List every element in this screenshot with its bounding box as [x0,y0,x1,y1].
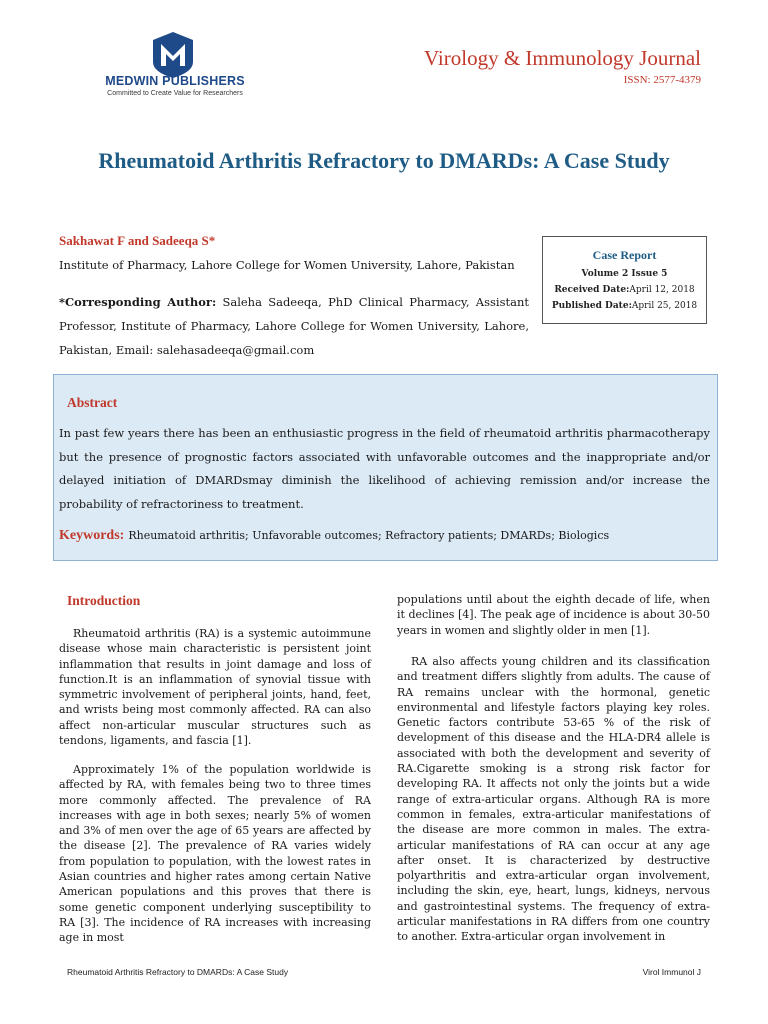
corresponding-label: *Corresponding Author: [59,295,217,309]
received-label: Received Date: [554,285,630,295]
published-date [543,301,706,311]
article-type: Case Report [592,248,657,262]
footer-running-title: Rheumatoid Arthritis Refractory to DMARDs: A Case Study [67,967,289,977]
volume-issue: Volume 2 Issue 5 [581,269,668,279]
received-value: April 12, 2018 [629,285,695,295]
abstract-text: In past few years there has been an enthusiastic progress in the field of rheumatoid arthritis pharmacotherapy but the presence of prognostic factors associated with unfavorable outcomes and the inappropriate and/or delayed initiation of DMARDsmay diminish the likelihood of achieving remission and/or increase the probability of refractoriness to treatment. [59,426,710,511]
keywords-label: Keywords: [59,528,125,543]
intro-paragraph-2: Approximately 1% of the population worldwide is affected by RA, with females being two to three times more commonly affected. The prevalence of RA increases with age in both sexes; nearly 5% of women and 3% of men over the age of 65 years are affected by the disease [2]. The prevalence of RA varies widely from population to population, with the lowest rates in Asian countries and higher rates among certain Native American populations and this proves that there is some genetic component underlying susceptibility to RA [3]. The incidence of RA increases with increasing age in most [59,763,371,945]
intro-paragraph-1: Rheumatoid arthritis (RA) is a systemic autoimmune disease whose main characteristic is persistent joint inflammation that results in joint damage and loss of function.It is an inflammation of synovial tissue with symmetric involvement of peripheral joints, hand, feet, and wrists being most commonly affected. RA can also affect non-articular muscular structures such as tendons, ligaments, and fascia [1]. [59,627,371,748]
introduction-heading: Introduction [67,593,141,608]
publisher-tagline: Committed to Create Value for Researchers [107,90,243,97]
case-report-box [542,236,707,324]
intro-paragraph-3: populations until about the eighth decade of life, when it declines [4]. The peak age of incidence is about 30-50 years in women and slightly older in men [1]. [397,593,710,637]
corresponding-author [59,290,529,362]
keywords-list: Rheumatoid arthritis; Unfavorable outcomes; Refractory patients; DMARDs; Biologics [128,529,610,542]
publisher-name: MEDWIN PUBLISHERS [105,74,245,88]
published-value: April 25, 2018 [631,301,698,311]
published-label: Published Date: [551,301,632,311]
keywords [59,528,710,544]
authors: Sakhawat F and Sadeeqa S* [59,233,216,248]
corresponding-text: Saleha Sadeeqa, PhD Clinical Pharmacy, Assistant Professor, Institute of Pharmacy, Lahore College for Women University, Lahore, Pakistan, Email: salehasadeeqa@gmail.com [59,295,529,357]
abstract-heading: Abstract [67,395,118,410]
issn: ISSN: 2577-4379 [623,74,701,86]
intro-paragraph-4: RA also affects young children and its classification and treatment differs slightly from adults. The cause of RA remains unclear with the hormonal, genetic environmental and lifestyle factors playing key roles. Genetic factors contribute 53-65 % of the risk of development of this disease and the HLA-DR4 allele is associated with both the development and severity of RA.Cigarette smoking is a strong risk factor for developing RA. It affects not only the joints but a wide range of extra-articular organs. Although RA is more common in females, extra-articular manifestations of the disease are more common in males. The extra-articular manifestations of RA can occur at any age after onset. It is characterized by destructive polyarthritis and extra-articular organ involvement, including the skin, eye, heart, lungs, kidneys, nervous and gastrointestinal systems. The frequency of extra-articular manifestations in RA differs from one country to another. Extra-articular organ involvement in [397,655,710,944]
affiliation: Institute of Pharmacy, Lahore College for Women University, Lahore, Pakistan [59,258,515,272]
paper-title: Rheumatoid Arthritis Refractory to DMARDs: A Case Study [98,148,670,173]
received-date [543,285,706,295]
footer-journal-abbrev: Virol Immunol J [642,967,701,977]
journal-name: Virology & Immunology Journal [424,46,701,70]
